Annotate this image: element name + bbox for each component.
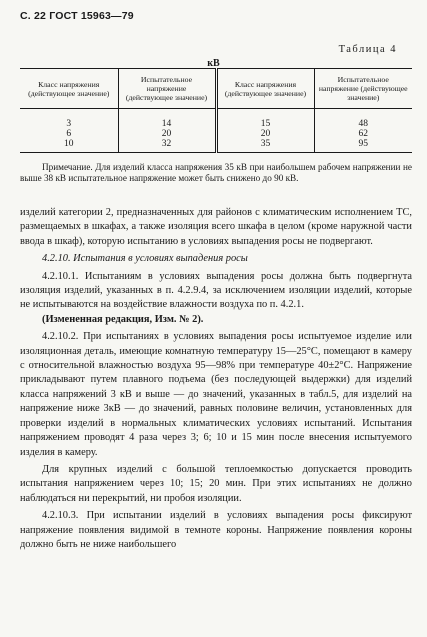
- table-cell: 6: [66, 129, 72, 139]
- page-header: С. 22 ГОСТ 15963—79: [20, 10, 134, 22]
- table-cell: 32: [118, 139, 216, 153]
- table-row: [20, 109, 412, 130]
- table-header-cell: Класс напряжения (действующее значение): [20, 69, 118, 109]
- table-cell: 15: [216, 109, 314, 130]
- table-row: [20, 139, 412, 153]
- paragraph: Для крупных изделий с большой теплоемкостью допускается проводить испытания напряжением через 10; 15; 20 мин. При этих испытаниях не должно наблюдаться ни перекрытий, ни пробоя изоляции.: [20, 463, 412, 504]
- section-heading: 4.2.10. Испытания в условиях выпадения росы: [42, 253, 248, 265]
- table-cell: 62: [314, 129, 412, 139]
- paragraph: 4.2.10.1. Испытаниям в условиях выпадения росы должна быть подвергнута изоляция изделий, указанных в п. 4.2.9.4, за исключением изоляции изделий, которые не испытываются на воздействие влажности воздуха по п. 4.2.1.: [20, 270, 412, 311]
- table-cell: 20: [216, 129, 314, 139]
- paragraph: 4.2.10.2. При испытаниях в условиях выпадения росы испытуемое изделие или изоляционная деталь, имеющие комнатную температуру 15—25°С, помещают в камеру с относительной влажностью воздуха 95—98% при температуре 40±2°С. Напряжение прикладывают путем плавного подъема (без последующей выдержки) для изделий класса напряжений 3 кВ и выше — до значений, указанных в табл.5, для изделий на напряжение ниже 3кВ — до значений, равных половине величин, установленных для проверки изделий в нормальных климатических условиях испытаний. Испытания напряжением проводят 4 раза через 3; 6; 10 и 15 мин после внесения испытуемого изделия в камеру.: [20, 331, 412, 458]
- paragraph: изделий категории 2, предназначенных для районов с климатическим исполнением ТС, размещаемых в шкафах, а также изоляция всего шкафа в целом (кроме наружной части ввода в шкаф), которую испытанию в условиях выпадения росы не подвергают.: [20, 207, 412, 247]
- table-label: Таблица 4: [338, 44, 397, 55]
- table-cell: 14: [118, 109, 216, 130]
- table-cell: 35: [216, 139, 314, 153]
- table-header-cell: Испытательное напряжение (действующее значение): [118, 69, 216, 109]
- table-unit: кВ: [207, 58, 220, 69]
- table-cell: 20: [118, 129, 216, 139]
- amendment-note: (Измененная редакция, Изм. № 2).: [42, 313, 204, 325]
- table-cell: 10: [20, 139, 118, 153]
- table-cell: 48: [314, 109, 412, 130]
- table-header-cell: Испытательное напряжение (действующее значение): [314, 69, 412, 109]
- table-header-row: [20, 69, 412, 109]
- table-cell: 95: [314, 139, 412, 153]
- table-note: Примечание. Для изделий класса напряжения 35 кВ при наибольшем рабочем напряжении не выше 38 кВ испытательное напряжение может быть снижено до 90 кВ.: [20, 162, 412, 183]
- paragraph: 4.2.10.3. При испытании изделий в условиях выпадения росы фиксируют напряжение появления видимой в темноте короны. Напряжение появления короны должно быть не ниже наибольшего: [20, 510, 412, 550]
- body-text: [20, 206, 412, 552]
- table-cell: 3: [66, 119, 72, 129]
- table-row: [20, 129, 412, 139]
- voltage-table: [20, 68, 412, 153]
- table-header-cell: Класс напряжения (действующее значение): [216, 69, 314, 109]
